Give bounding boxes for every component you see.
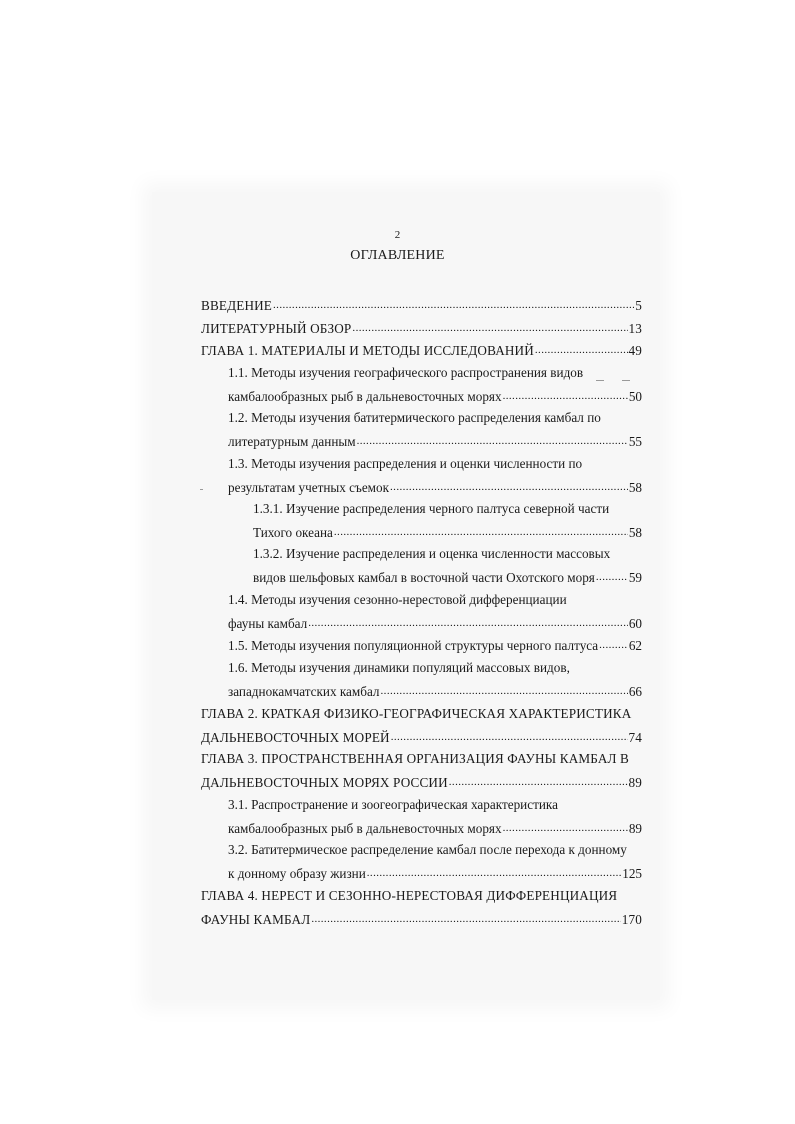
toc-entry-title: ЛИТЕРАТУРНЫЙ ОБЗОР xyxy=(201,321,352,336)
toc-entry-title-continued: ДАЛЬНЕВОСТОЧНЫХ МОРЯХ РОССИИ xyxy=(201,775,448,790)
toc-entry-title-continued: камбалообразных рыб в дальневосточных морях xyxy=(228,821,502,836)
dot-leader xyxy=(357,433,628,446)
toc-entry-page: 49 xyxy=(628,343,642,358)
toc-entry-title: 1.1. Методы изучения географического распространения видов xyxy=(228,365,584,380)
toc-entry-3-1-line1[interactable] xyxy=(228,797,642,813)
toc-entry-title-continued: фауны камбал xyxy=(228,616,308,631)
toc-entry-1-2-line2[interactable] xyxy=(228,433,642,450)
page-title: ОГЛАВЛЕНИЕ xyxy=(350,248,445,263)
toc-entry-3-2-line2[interactable] xyxy=(228,865,642,882)
toc-entry-1-3-line2[interactable] xyxy=(228,479,642,496)
toc-entry-page: 55 xyxy=(628,434,642,449)
toc-entry-title-continued: ФАУНЫ КАМБАЛ xyxy=(201,912,311,927)
toc-entry-1-1-line2[interactable] xyxy=(228,388,642,405)
scan-artifact xyxy=(622,380,630,381)
dot-leader xyxy=(535,342,628,355)
toc-entry-page: 66 xyxy=(628,684,642,699)
toc-entry-page: 50 xyxy=(628,389,642,404)
toc-entry-1-6-line2[interactable] xyxy=(228,683,642,700)
toc-entry-title-continued: литературным данным xyxy=(228,434,356,449)
toc-entry-chapter-1[interactable] xyxy=(201,342,642,359)
toc-entry-title: ГЛАВА 3. ПРОСТРАНСТВЕННАЯ ОРГАНИЗАЦИЯ ФАУНЫ КАМБАЛ В xyxy=(201,751,629,766)
toc-entry-3-1-line2[interactable] xyxy=(228,820,642,837)
page-number: 2 xyxy=(394,229,401,241)
dot-leader xyxy=(596,569,628,582)
toc-entry-1-3-line1[interactable] xyxy=(228,456,642,472)
toc-entry-page: 13 xyxy=(628,321,642,336)
toc-entry-title-continued: видов шельфовых камбал в восточной части Охотского моря xyxy=(253,570,595,585)
toc-entry-1-2-line1[interactable] xyxy=(228,410,642,426)
toc-entry-title-continued: ДАЛЬНЕВОСТОЧНЫХ МОРЕЙ xyxy=(201,730,390,745)
toc-entry-page: 74 xyxy=(628,730,642,745)
toc-entry-title-continued: к донному образу жизни xyxy=(228,866,366,881)
dot-leader xyxy=(449,774,628,787)
dot-leader xyxy=(503,388,628,401)
toc-entry-page: 89 xyxy=(628,775,642,790)
toc-entry-chapter-2-line2[interactable] xyxy=(201,729,642,746)
dot-leader xyxy=(367,865,621,878)
toc-entry-introduction[interactable] xyxy=(201,297,642,314)
toc-entry-page: 89 xyxy=(628,821,642,836)
toc-entry-1-4-line2[interactable] xyxy=(228,615,642,632)
toc-entry-title: 1.4. Методы изучения сезонно-нерестовой дифференциации xyxy=(228,592,567,607)
toc-entry-title: ГЛАВА 1. МАТЕРИАЛЫ И МЕТОДЫ ИССЛЕДОВАНИЙ xyxy=(201,343,534,358)
dot-leader xyxy=(311,911,620,924)
toc-entry-1-3-2-line1[interactable] xyxy=(253,546,642,562)
toc-entry-1-4-line1[interactable] xyxy=(228,592,642,608)
toc-entry-1-3-1-line1[interactable] xyxy=(253,501,642,517)
toc-entry-title-continued: западнокамчатских камбал xyxy=(228,684,380,699)
toc-entry-chapter-4-line2[interactable] xyxy=(201,911,642,928)
toc-entry-title-continued: Тихого океана xyxy=(253,525,333,540)
toc-entry-title: 1.3. Методы изучения распределения и оценки численности по xyxy=(228,456,583,471)
dot-leader xyxy=(390,479,628,492)
toc-entry-chapter-2-line1[interactable] xyxy=(201,706,642,722)
scan-artifact xyxy=(596,380,604,381)
dot-leader xyxy=(381,683,628,696)
toc-entry-3-2-line1[interactable] xyxy=(228,842,642,858)
toc-entry-page: 59 xyxy=(628,570,642,585)
dot-leader xyxy=(503,820,628,833)
toc-entry-1-5[interactable] xyxy=(228,637,642,654)
toc-entry-1-3-1-line2[interactable] xyxy=(253,524,642,541)
toc-entry-page: 60 xyxy=(628,616,642,631)
scan-artifact xyxy=(200,489,203,490)
dot-leader xyxy=(273,297,634,310)
toc-entry-1-3-2-line2[interactable] xyxy=(253,569,642,586)
toc-entry-page: 58 xyxy=(628,525,642,540)
toc-entry-title: 1.6. Методы изучения динамики популяций массовых видов, xyxy=(228,660,570,675)
toc-entry-title: 1.2. Методы изучения батитермического распределения камбал по xyxy=(228,410,601,425)
toc-entry-title: ГЛАВА 4. НЕРЕСТ И СЕЗОННО-НЕРЕСТОВАЯ ДИФФЕРЕНЦИАЦИЯ xyxy=(201,888,618,903)
toc-entry-title: ГЛАВА 2. КРАТКАЯ ФИЗИКО-ГЕОГРАФИЧЕСКАЯ ХАРАКТЕРИСТИКА xyxy=(201,706,632,721)
dot-leader xyxy=(391,729,628,742)
toc-entry-title-continued: камбалообразных рыб в дальневосточных морях xyxy=(228,389,502,404)
toc-entry-chapter-4-line1[interactable] xyxy=(201,888,642,904)
toc-entry-page: 125 xyxy=(622,866,642,881)
toc-entry-title-continued: результатам учетных съемок xyxy=(228,480,390,495)
toc-entry-chapter-3-line2[interactable] xyxy=(201,774,642,791)
toc-entry-page: 5 xyxy=(635,298,642,313)
toc-entry-chapter-3-line1[interactable] xyxy=(201,751,642,767)
toc-entry-title: 1.5. Методы изучения популяционной структуры черного палтуса xyxy=(228,638,599,653)
toc-entry-page: 58 xyxy=(628,480,642,495)
toc-entry-1-6-line1[interactable] xyxy=(228,660,642,676)
toc-entry-title: 1.3.1. Изучение распределения черного палтуса северной части xyxy=(253,501,610,516)
dot-leader xyxy=(352,320,627,333)
toc-entry-title: 3.2. Батитермическое распределение камбал после перехода к донному xyxy=(228,842,627,857)
dot-leader xyxy=(599,637,628,650)
dot-leader xyxy=(334,524,628,537)
toc-entry-title: 3.1. Распространение и зоогеографическая характеристика xyxy=(228,797,558,812)
toc-entry-title: 1.3.2. Изучение распределения и оценка численности массовых xyxy=(253,546,611,561)
toc-entry-literature-review[interactable] xyxy=(201,320,642,337)
toc-entry-title: ВВЕДЕНИЕ xyxy=(201,298,273,313)
toc-entry-1-1-line1[interactable] xyxy=(228,365,642,381)
toc-entry-page: 170 xyxy=(621,912,642,927)
dot-leader xyxy=(308,615,628,628)
toc-entry-page: 62 xyxy=(628,638,642,653)
